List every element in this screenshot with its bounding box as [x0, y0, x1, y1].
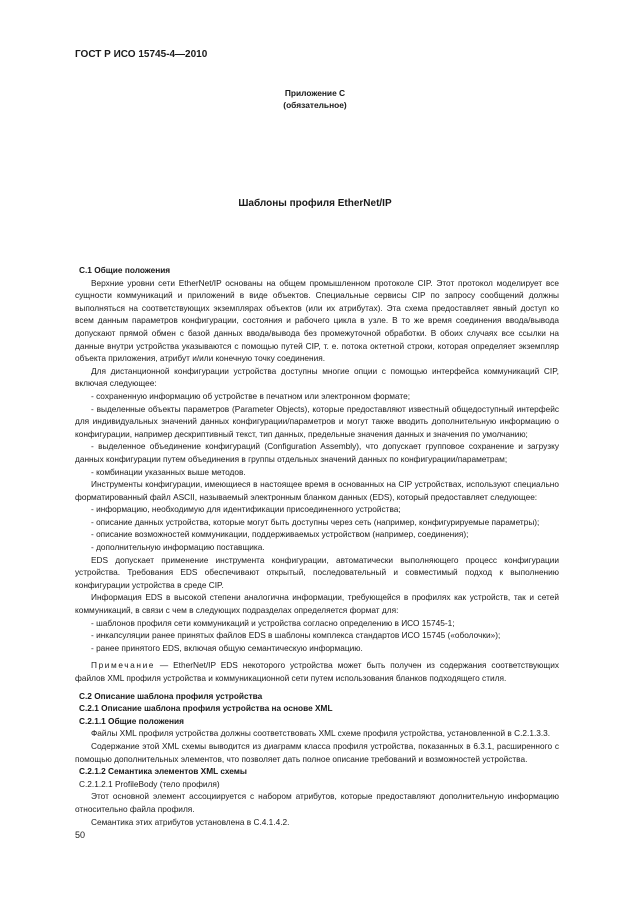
paragraph-c2-1-2-1-1: Этот основной элемент ассоциируется с набором атрибутов, которые предоставляют дополнительную информацию относительно файла профиля.: [75, 791, 559, 814]
list-item: - описание возможностей коммуникации, поддерживаемых устройством (например, соединения);: [91, 529, 469, 540]
annex-title: Приложение С: [284, 88, 346, 98]
list-item: - комбинации указанных выше методов.: [91, 466, 246, 477]
annex-status: (обязательное): [283, 100, 347, 110]
paragraph-c2-1-2-1-2: Семантика этих атрибутов установлена в С.4.1.4.2.: [91, 816, 290, 827]
heading-c1: С.1 Общие положения: [79, 265, 171, 275]
paragraph-c2-1-1-2: Содержание этой XML схемы выводится из диаграмм класса профиля устройства, показанных в 6.3.1, расширенного с помощью дополнительных элементов, что позволяет дать полное описание требований и возможностей устройства.: [75, 740, 559, 764]
list-item: - информацию, необходимую для идентификации присоединенного устройства;: [91, 504, 401, 515]
paragraph-c1-2: Для дистанционной конфигурации устройства доступны многие опции с помощью интерфейса коммуникаций CIP, включая следующее:: [75, 365, 559, 389]
note-label: Примечание: [91, 660, 156, 671]
paragraph-c1-3: Инструменты конфигурации, имеющиеся в настоящее время в основанных на CIP устройствах, используют специально форматированный файл ASCII, называемый электронным бланком данных (EDS), который предоставляет следующее:: [75, 479, 559, 502]
paragraph-c1-1: Верхние уровни сети EtherNet/IP основаны на общем промышленном протоколе CIP. Этот протокол моделирует все сущности коммуникаций и приложений в виде объектов. Специальные сервисы CIP по запросу сообщений должны выполняться на соответствующих экземплярах объектов (или их атрибутах). Эта схема предоставляет явный доступ ко всем данным параметров конфигурации, состояния и рабочего цикла в узле. В то же время соединения ввода/вывода допускают прямой обмен с базой данных ввода/вывода без промежуточной обработки. В обоих случаях все ссылки на данные внутри устройства указываются с помощью путей CIP, т. е. потока октетной строки, которая определяет экземпляр объекта приложения, атрибут и/или конечную точку соединения.: [75, 277, 559, 364]
paragraph-c1-5: Информация EDS в высокой степени аналогична информации, требующейся в профилях как устройств, так и сетей коммуникаций, в связи с чем в следующих подразделах определяется формат для:: [75, 592, 559, 616]
note-text: — EtherNet/IP EDS некоторого устройства может быть получен из содержания соответствующих файлов XML профиля устройства и коммуникационной сети путем использования бланков подходящего стиля.: [75, 660, 559, 683]
section-title: Шаблоны профиля EtherNet/IP: [238, 198, 392, 209]
paragraph-c1-4: EDS допускает применение инструмента конфигурации, автоматически выполняющего процесс конфигурации устройства. Требования EDS обеспечивают открытый, последовательный и совместимый подход к выполнению конфигурации устройства в среде CIP.: [75, 554, 559, 590]
list-item: - дополнительную информацию поставщика.: [91, 542, 265, 553]
heading-c2-1-1: С.2.1.1 Общие положения: [79, 715, 184, 726]
heading-c2: С.2 Описание шаблона профиля устройства: [79, 690, 263, 701]
document-body: [75, 264, 559, 828]
list-item: - ранее принятого EDS, включая общую семантическую информацию.: [91, 642, 363, 653]
list-item: - шаблонов профиля сети коммуникаций и устройства согласно определению в ИСО 15745-1;: [91, 617, 455, 628]
page-number: 50: [75, 830, 86, 840]
list-item: - инкапсуляции ранее принятых файлов EDS в шаблоны комплекса стандартов ИСО 15745 («оболочки»);: [91, 630, 501, 641]
list-item: - выделенные объекты параметров (Parameter Objects), которые предоставляют известный общедоступный интерфейс для индивидуальных значений данных конфигурации/параметров и могут также вводить дополнительную информацию о конфигурации, например дескриптивный текст, тип данных, предельные значения данных и значения по умолчанию;: [75, 403, 559, 439]
list-item: - сохраненную информацию об устройстве в печатном или электронном формате;: [91, 390, 411, 401]
heading-c2-1: С.2.1 Описание шаблона профиля устройства на основе XML: [79, 703, 333, 714]
note: [75, 659, 559, 684]
heading-c2-1-2: С.2.1.2 Семантика элементов XML схемы: [79, 766, 247, 777]
standard-designation: ГОСТ Р ИСО 15745-4—2010: [75, 49, 208, 60]
list-item: - описание данных устройства, которые могут быть доступны через сеть (например, конфигурируемые параметры);: [91, 516, 540, 527]
heading-c2-1-2-1: С.2.1.2.1 ProfileBody (тело профиля): [79, 778, 220, 789]
list-item: - выделенное объединение конфигураций (Configuration Assembly), что допускает групповое сохранение и загрузку данных конфигурации путем объединения в группы отдельных значений данных по конфигурации/параметрам;: [75, 441, 559, 464]
paragraph-c2-1-1-1: Файлы XML профиля устройства должны соответствовать XML схеме профиля устройства, установленной в С.2.1.3.3.: [91, 728, 551, 739]
